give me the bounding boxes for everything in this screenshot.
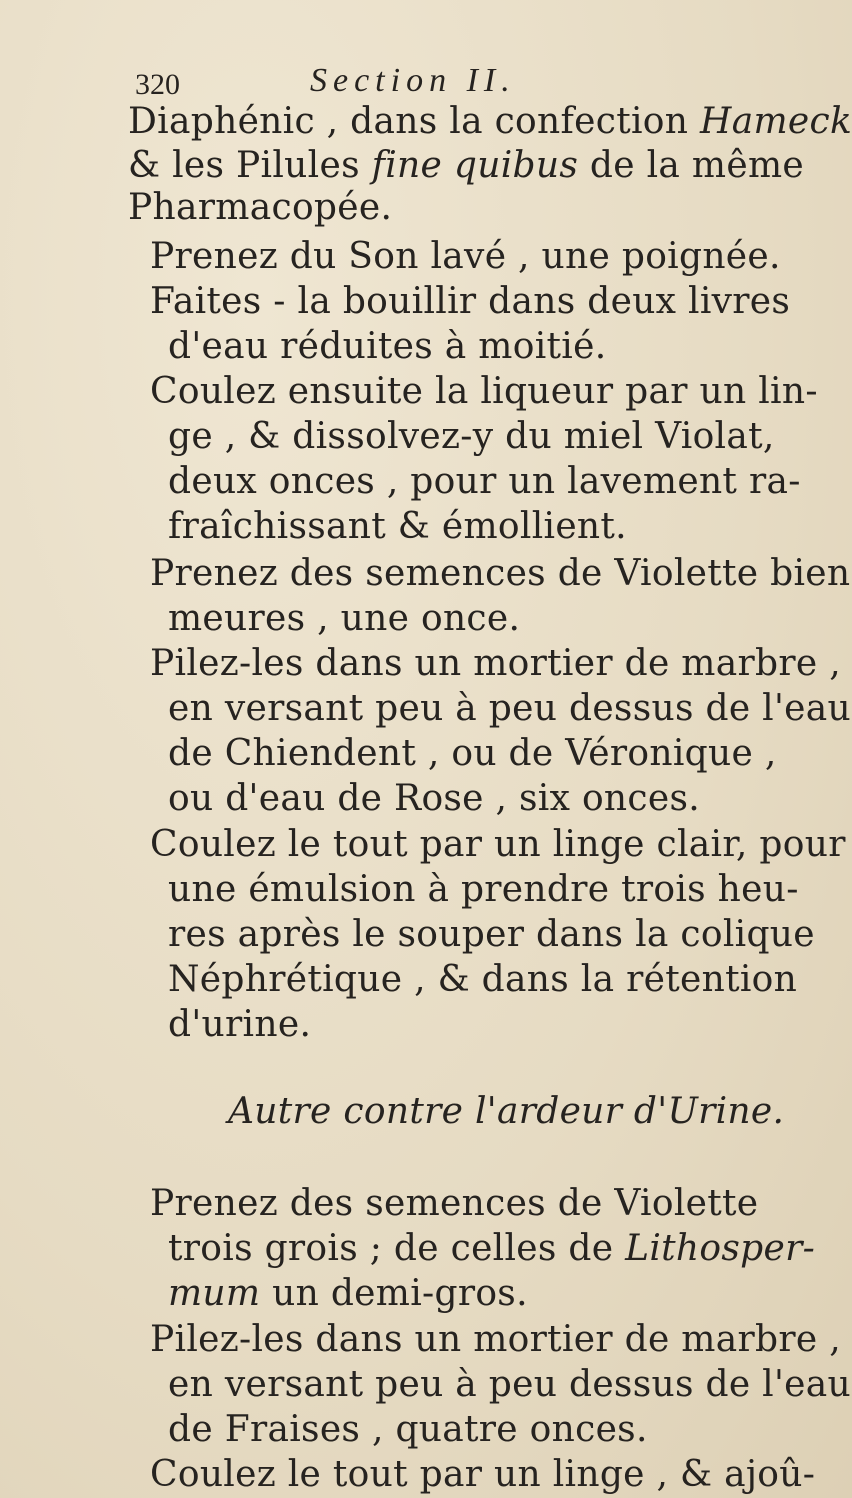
text-run: de Chiendent , ou de Véronique , — [168, 733, 777, 774]
running-title: Section II. — [310, 62, 516, 99]
text-line — [168, 1363, 851, 1407]
text-line — [168, 505, 627, 549]
italic-text: mum — [168, 1273, 261, 1314]
text-run: une émulsion à prendre trois heu- — [168, 869, 799, 910]
text-line — [168, 1227, 815, 1271]
text-line — [150, 1453, 815, 1497]
page-number: 320 — [135, 68, 180, 101]
italic-text: Hameck — [700, 101, 852, 142]
text-run: en versant peu à peu dessus de l'eau — [168, 1364, 852, 1405]
text-run: en versant peu à peu dessus de l'eau — [168, 688, 852, 729]
text-run: Prenez des semences de Violette bien — [150, 553, 851, 594]
italic-text: fine quibus — [371, 145, 579, 186]
text-line — [150, 1318, 841, 1362]
section-heading — [228, 1090, 784, 1134]
text-run: deux onces , pour un lavement ra- — [168, 461, 801, 502]
text-run: & les Pilules — [128, 145, 372, 186]
text-run: de la même — [578, 145, 804, 186]
text-run: Prenez du Son lavé , une poignée. — [150, 236, 781, 277]
text-line — [150, 552, 850, 596]
text-run: Pilez-les dans un mortier de marbre , — [150, 1319, 841, 1360]
text-run: de Fraises , quatre onces. — [168, 1409, 648, 1450]
text-line — [168, 1408, 648, 1452]
text-line — [128, 144, 804, 188]
text-run: Néphrétique , & dans la rétention — [168, 959, 798, 1000]
text-line — [168, 597, 520, 641]
text-run: ge , & dissolvez-y du miel Violat, — [168, 416, 775, 457]
italic-text: Autre contre l'ardeur d'Urine. — [228, 1091, 785, 1132]
text-line — [168, 460, 801, 504]
text-line — [168, 1272, 528, 1316]
text-run: un demi-gros. — [260, 1273, 528, 1314]
text-line — [150, 370, 818, 414]
text-run: trois grois ; de celles de — [168, 1228, 626, 1269]
text-run: Coulez le tout par un linge clair, pour — [150, 824, 846, 865]
text-line — [168, 868, 799, 912]
text-line — [168, 732, 777, 776]
text-run: Coulez ensuite la liqueur par un lin- — [150, 371, 818, 412]
text-line — [150, 235, 781, 279]
text-run: ou d'eau de Rose , six onces. — [168, 778, 701, 819]
text-line — [168, 777, 700, 821]
text-run: Pharmacopée. — [128, 187, 393, 228]
text-run: d'eau réduites à moitié. — [168, 326, 607, 367]
text-run: res après le souper dans la colique — [168, 914, 815, 955]
text-line — [150, 280, 790, 324]
text-line — [168, 958, 797, 1002]
text-line — [168, 325, 606, 369]
text-line — [168, 1003, 311, 1047]
text-line — [150, 1182, 758, 1226]
text-line — [150, 823, 846, 867]
text-line — [150, 642, 841, 686]
text-line — [128, 186, 392, 230]
text-run: Diaphénic , dans la confection — [128, 101, 700, 142]
italic-text: Lithosper- — [625, 1228, 816, 1269]
text-run: fraîchissant & émollient. — [168, 506, 627, 547]
text-run: d'urine. — [168, 1004, 312, 1045]
text-run: Coulez le tout par un linge , & ajoû- — [150, 1454, 816, 1495]
text-line — [128, 100, 852, 144]
text-line — [168, 415, 775, 459]
text-line — [168, 687, 851, 731]
text-run: Pilez-les dans un mortier de marbre , — [150, 643, 841, 684]
text-run: Faites - la bouillir dans deux livres — [150, 281, 791, 322]
text-run: meures , une once. — [168, 598, 521, 639]
text-run: Prenez des semences de Violette — [150, 1183, 759, 1224]
text-line — [168, 913, 815, 957]
